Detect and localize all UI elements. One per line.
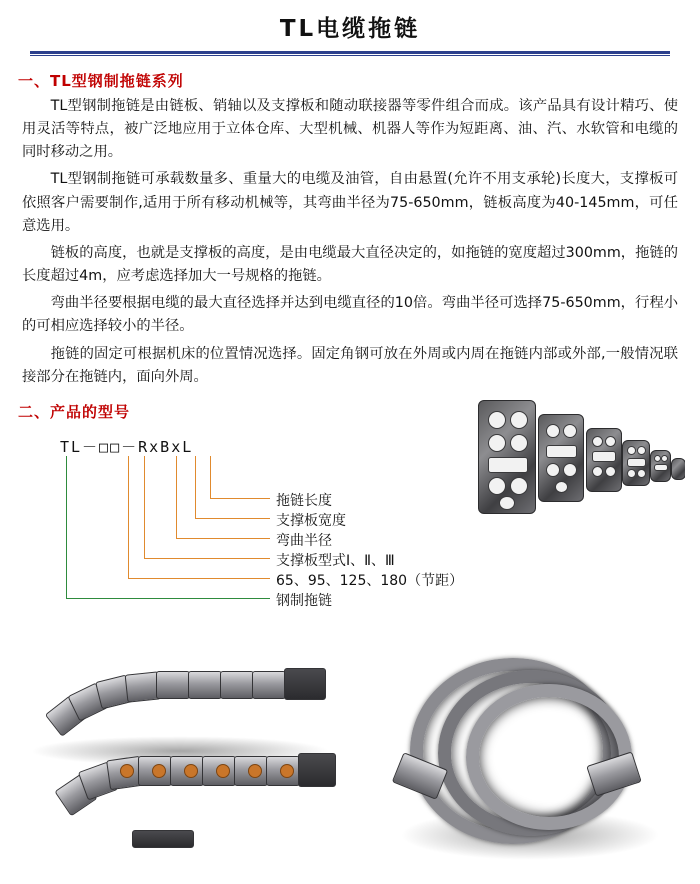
title-divider [30, 51, 670, 54]
plate-hole [637, 446, 646, 455]
leader-line-width-v [195, 456, 196, 518]
plate-hole [555, 481, 568, 493]
plate-xsmall [622, 440, 650, 486]
paragraph: 拖链的固定可根据机床的位置情况选择。固定角钢可放在外周或内周在拖链内部或外部,一般情况联接部分在拖链内，面向外周。 [22, 345, 678, 385]
chain-link [252, 671, 286, 699]
leader-line-length-h [210, 498, 270, 499]
plate-hole [510, 411, 528, 429]
plate-hole [592, 436, 603, 447]
plate-hole [488, 411, 506, 429]
plate-hole [488, 434, 506, 452]
chain-plates-photo [470, 392, 685, 522]
plate-hole [510, 434, 528, 452]
leader-line-radius-v [176, 456, 177, 538]
paragraph: 弯曲半径要根据电缆的最大直径选择并达到电缆直径的10倍。弯曲半径可选择75-650mm，行程小的可相应选择较小的半径。 [22, 295, 678, 335]
plate-hole [499, 496, 515, 510]
coiled-steel-chain-photo [380, 640, 680, 870]
mounting-bracket [132, 830, 194, 848]
leader-line-product-h [66, 598, 270, 599]
legend-item-product-name: 钢制拖链 [276, 592, 332, 609]
roller-pin [152, 764, 166, 778]
roller-pin [120, 764, 134, 778]
paragraph: TL型钢制拖链可承载数量多、重量大的电缆及油管，自由悬置(允许不用支承轮)长度大，支撑板可依照客户需要制作,适用于所有移动机械等，其弯曲半径为75-650mm，链板高度为40-145mm，可任意选用。 [22, 171, 678, 234]
plate-large [478, 400, 536, 514]
roller-pin [248, 764, 262, 778]
chain-end-connector [284, 668, 326, 700]
plate-hole [563, 424, 577, 438]
plate-tiny [650, 450, 671, 482]
plate-hole [605, 466, 616, 477]
section-1-body [22, 95, 678, 389]
plate-slot [546, 445, 577, 458]
section-heading-1: 一、TL型钢制拖链系列 [18, 72, 184, 90]
paragraph: TL型钢制拖链是由链板、销轴以及支撑板和随动联接器等零件组合而成。该产品具有设计精巧、使用灵活等特点，被广泛地应用于立体仓库、大型机械、机器人等作为短距离、油、汽、水软管和电缆的同时移动之用。 [22, 98, 678, 161]
plate-hole [546, 463, 560, 477]
plate-slot [654, 464, 668, 471]
steel-cable-chain-photo [20, 640, 350, 870]
title-divider-thin [30, 55, 670, 56]
leader-line-product-v [66, 456, 67, 598]
plate-tiniest [671, 458, 685, 480]
plate-hole [627, 469, 636, 478]
leader-line-plate-type-v [144, 456, 145, 558]
plate-hole [637, 469, 646, 478]
chain-coil-inner [466, 684, 632, 830]
roller-pin [216, 764, 230, 778]
title-block [0, 0, 700, 43]
legend-item-length: 拖链长度 [276, 492, 332, 509]
plate-hole [661, 455, 668, 462]
plate-medium [538, 414, 584, 502]
plate-slot [592, 451, 616, 462]
plate-hole [592, 466, 603, 477]
plate-slot [627, 458, 646, 467]
plate-small [586, 428, 622, 492]
plate-hole [488, 477, 506, 495]
roller-pin [280, 764, 294, 778]
paragraph: 链板的高度，也就是支撑板的高度，是由电缆最大直径决定的，如拖链的宽度超过300mm，拖链的长度超过4m，应考虑选择加大一号规格的拖链。 [22, 244, 678, 285]
leader-line-width-h [195, 518, 270, 519]
plate-hole [510, 477, 528, 495]
plate-hole [605, 436, 616, 447]
plate-slot [488, 457, 528, 473]
chain-link [220, 671, 254, 699]
plate-hole [563, 463, 577, 477]
model-code-text: TL－□□－RxBxL [60, 437, 194, 456]
leader-line-radius-h [176, 538, 270, 539]
legend-item-pitch: 65、95、125、180（节距） [276, 572, 464, 589]
chain-end-connector [298, 753, 336, 787]
leader-line-pitch-h [128, 578, 270, 579]
roller-pin [184, 764, 198, 778]
legend-item-plate-width: 支撑板宽度 [276, 512, 346, 529]
legend-item-bend-radius: 弯曲半径 [276, 532, 332, 549]
page-title: TL电缆拖链 [279, 16, 421, 42]
plate-hole [546, 424, 560, 438]
chain-link [188, 671, 222, 699]
leader-line-plate-type-h [144, 558, 270, 559]
chain-link [156, 671, 190, 699]
plate-hole [627, 446, 636, 455]
leader-line-pitch-v [128, 456, 129, 578]
section-heading-2: 二、产品的型号 [18, 402, 131, 421]
leader-line-length-v [210, 456, 211, 498]
legend-item-plate-type: 支撑板型式Ⅰ、Ⅱ、Ⅲ [276, 552, 395, 569]
plate-hole [654, 455, 661, 462]
